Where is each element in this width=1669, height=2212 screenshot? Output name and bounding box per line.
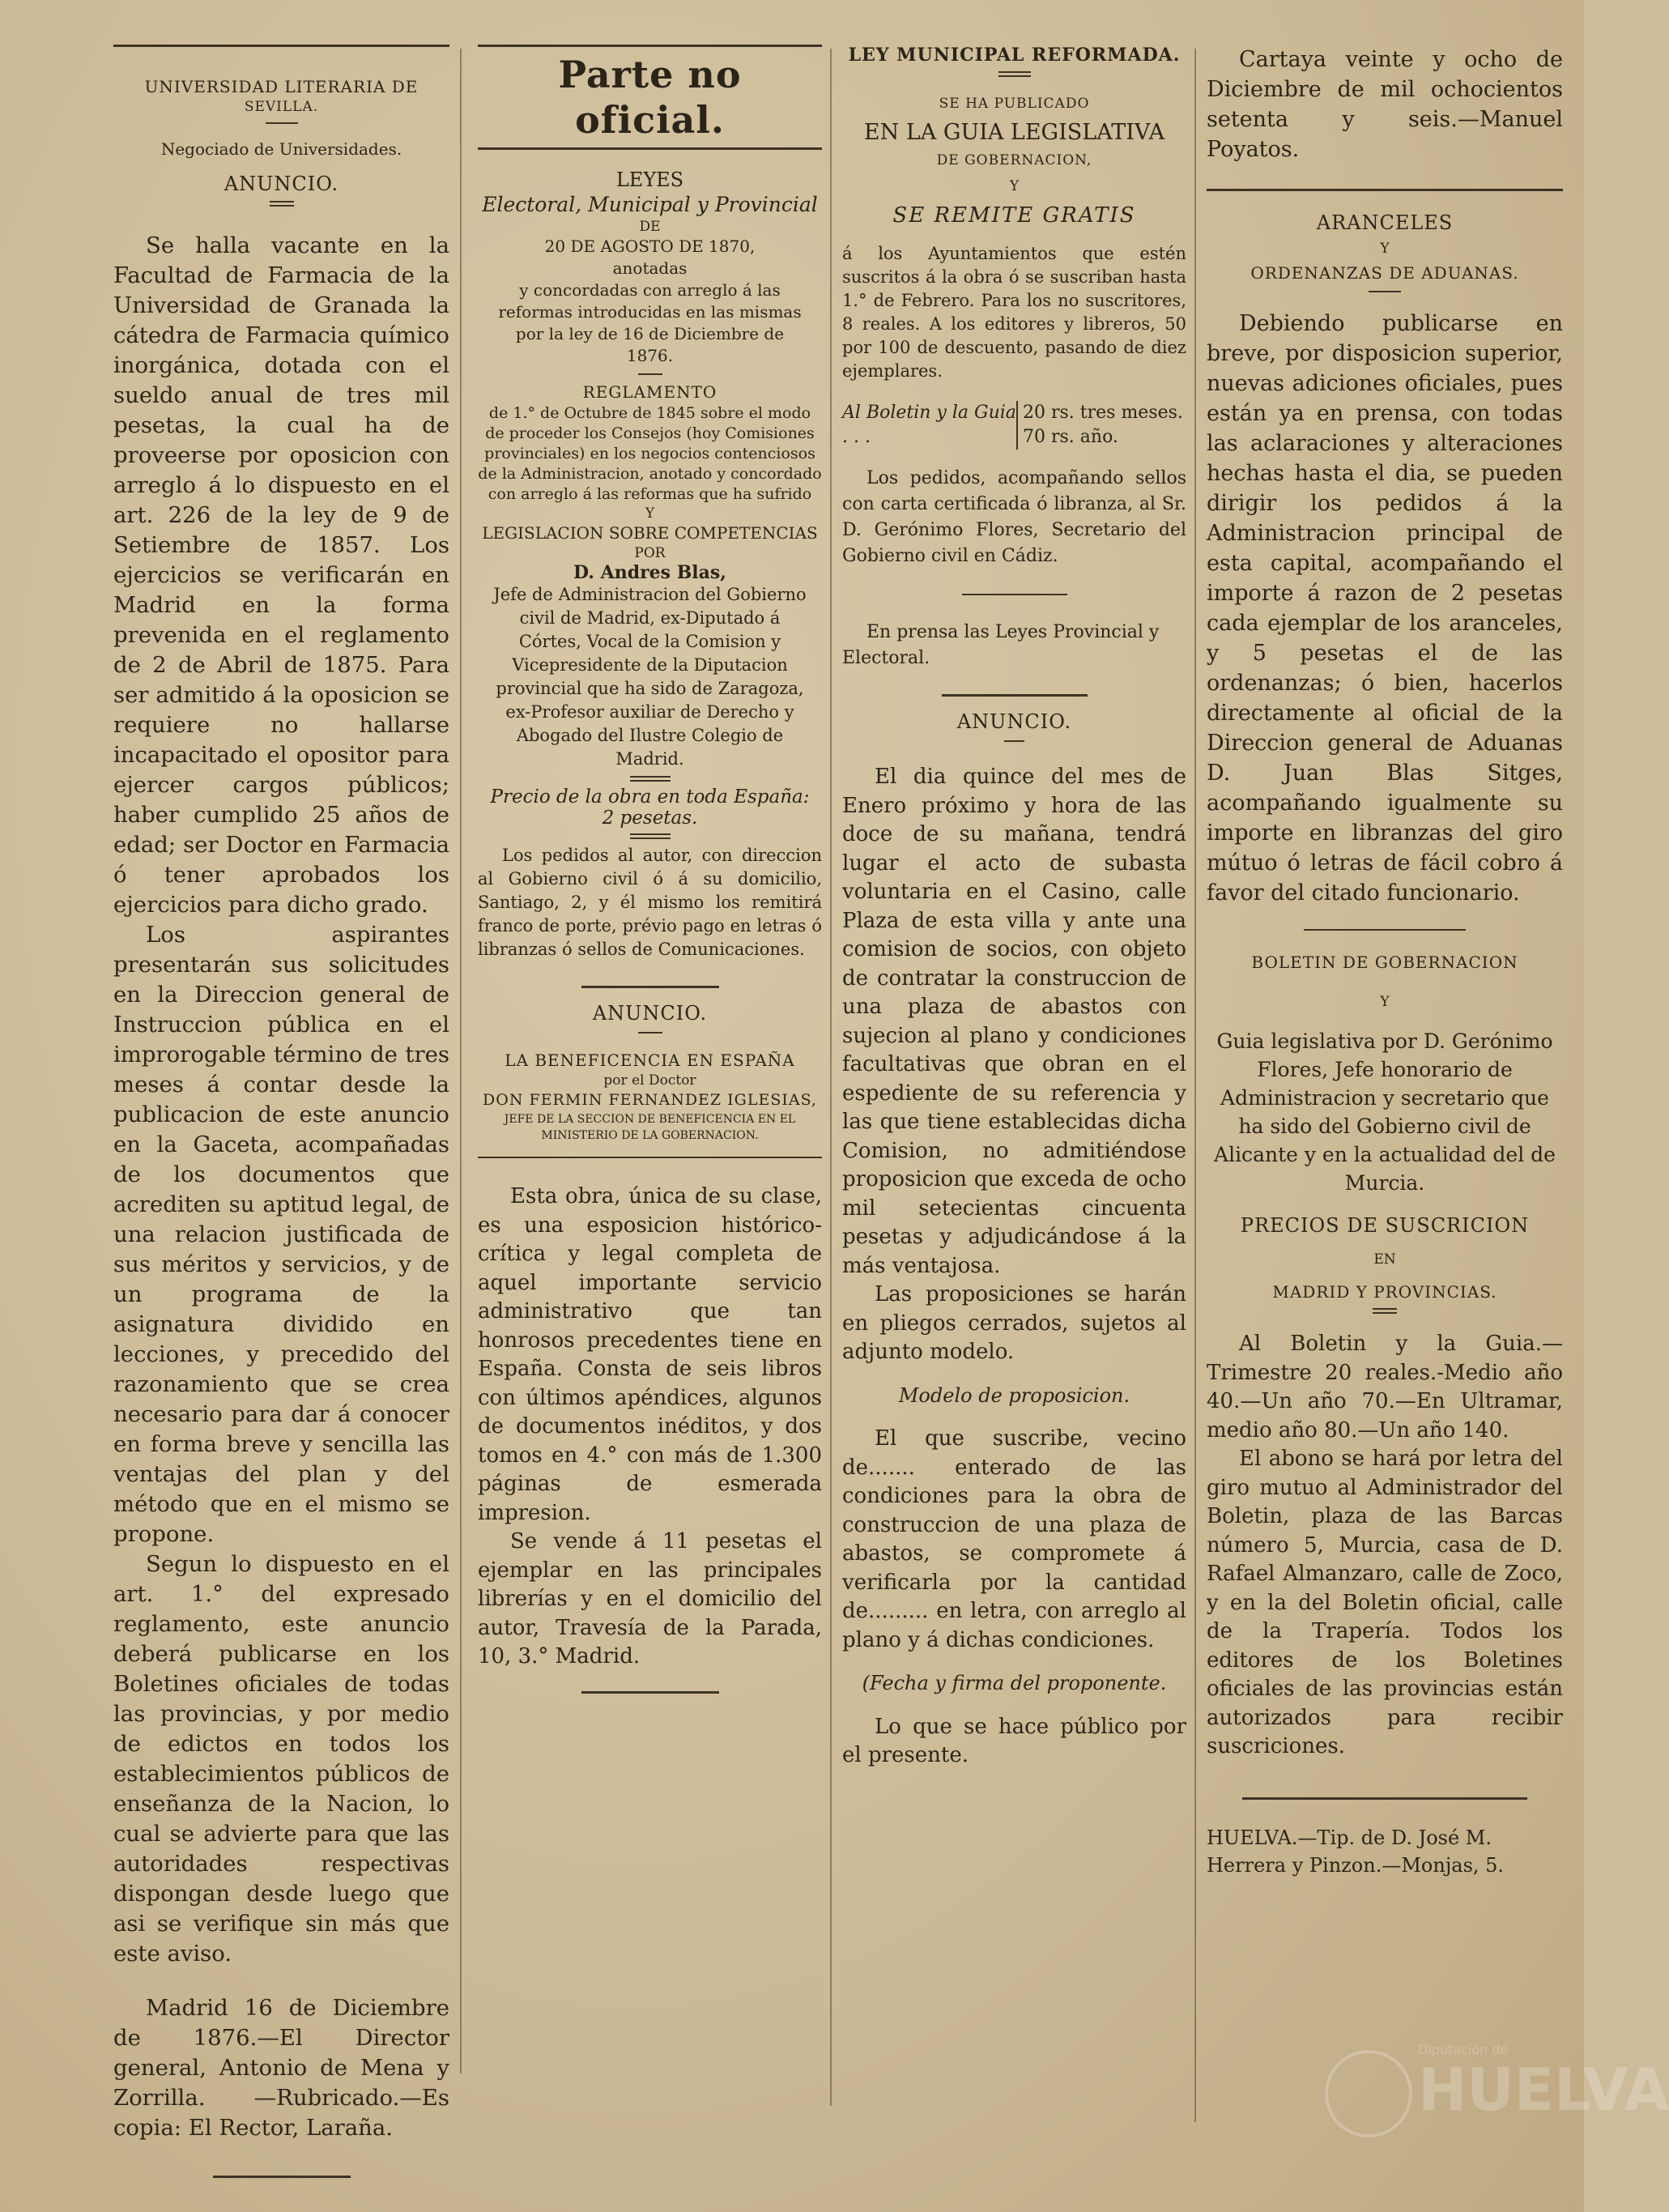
top-rule (113, 45, 449, 47)
de-gobernacion: DE GOBERNACION, (936, 152, 1092, 168)
watermark-small-text: Diputación de (1418, 2042, 1509, 2057)
paragraph-signature: Madrid 16 de Diciembre de 1876.—El Director general, Antonio de Mena y Zorrilla. —Rubricado.—Es copia: El Rector, Laraña. (113, 1995, 449, 2141)
column-4 (1207, 45, 1563, 1879)
column-1 (113, 45, 449, 2197)
anuncio-body (842, 763, 1186, 1771)
printer-imprint: HUELVA.—Tip. de D. José M. Herrera y Pinzon.—Monjas, 5. (1207, 1826, 1505, 1877)
por: POR (634, 545, 666, 561)
price-year: 70 rs. año. (1023, 427, 1118, 447)
archive-watermark (1325, 2042, 1669, 2163)
de: DE (639, 219, 661, 235)
paragraph: Esta obra, única de su clase, es una esposicion histórico-crítica y legal completa de aquel importante servicio administrativo que tan honrosos precedentes tiene en España. Consta de seis libros con últimos apéndices, algunos de documentos inéditos, y dos tomos en 4.° con más de 1.300 páginas de esmerada impresion. (478, 1184, 822, 1525)
se-remite-gratis: SE REMITE GRATIS (892, 203, 1136, 228)
university-city: SEVILLA. (244, 99, 319, 115)
anuncio-title: ANUNCIO. (224, 173, 339, 195)
paragraph: Debiendo publicarse en breve, por disposicion superior, nuevas adiciones oficiales, pues están ya en prensa, con todas las aclaraciones y alteraciones hechas hasta el dia, se pueden dirigir los pedidos á la Administracion principal de esta capital, acompañando el importe á razon de 2 pesetas cada ejemplar de los aranceles, y 5 pesetas el de las ordenanzas; ó bien, hacerlos directamente al oficial de la Direccion general de Aduanas D. Juan Blas Sitges, acompañando igualmente su importe en libranzas del giro mútuo ó letras de fácil cobro á favor del citado funcionario. (1207, 311, 1563, 906)
ordenanzas-title: ORDENANZAS DE ADUANAS. (1250, 263, 1519, 283)
doctor-title: JEFE DE LA SECCION DE BENEFICENCIA EN EL MINISTERIO DE LA GOBERNACION. (504, 1113, 796, 1142)
paragraph: El abono se hará por letra del giro mutuo al Administrador del Boletin, plaza de las Barcas número 5, Murcia, casa de D. Rafael Almanzaro, calle de Zoco, y en la del Boletin oficial, calle de la Trapería. Todos los editores de los Boletines oficiales de las provincias están autorizados para recibir suscriciones. (1207, 1447, 1563, 1758)
pedidos-text: Los pedidos, acompañando sellos con carta certificada ó libranza, al Sr. D. Gerónimo Flores, Secretario del Gobierno civil en Cádiz. (842, 468, 1186, 566)
watermark-big-text: HUELVA (1418, 2056, 1669, 2124)
price-block (842, 401, 1186, 450)
en: EN (1373, 1251, 1396, 1268)
university-header: UNIVERSIDAD LITERARIA DE (144, 77, 419, 96)
reglamento-text: de 1.° de Octubre de 1845 sobre el modo de proceder los Consejos (hoy Comisiones provinciales) en los negocios contenciosos de la Administracion, anotado y concordado con arreglo á las reformas que ha sufrido (478, 404, 822, 503)
paragraph: Segun lo dispuesto en el art. 1.° del expresado reglamento, este anuncio deberá publicarse en los Boletines oficiales de todas las provincias, y por medio de edictos en todos los establecimientos públicos de enseñanza de la Nacion, lo cual se advierte para que las autoridades respectivas dispongan desde luego que asi se verifique sin más que este aviso. (113, 1551, 449, 1967)
anuncio-body (113, 231, 449, 2143)
suscricion-body (1207, 1330, 1563, 1762)
leyes-heading: LEYES (615, 168, 684, 191)
law-date: 20 DE AGOSTO DE 1870, (544, 237, 756, 256)
anuncio-title: ANUNCIO. (592, 1002, 708, 1025)
paragraph: Lo que se hace público por el presente. (842, 1714, 1186, 1767)
paragraph: Los aspirantes presentarán sus solicitudes en la Direccion general de Instruccion pública en el improrogable término de tres meses á contar desde la publicacion de este anuncio en la Gaceta, acompañadas de los documentos que acrediten su aptitud legal, de una relacion justificada de sus méritos y servicios, y de un programa de la asignatura dividido en lecciones, y precedido del razonamiento que se crea necesario para dar á conocer en forma breve y sencilla las ventajas del plan y del método que en el mismo se propone. (113, 922, 449, 1547)
ley-municipal-title: LEY MUNICIPAL REFORMADA. (848, 45, 1181, 66)
paragraph: Se vende á 11 pesetas el ejemplar en las principales librerías y en el domicilio del autor, Travesía de la Parada, 10, 3.° Madrid. (478, 1529, 822, 1669)
reglamento-heading: REGLAMENTO (582, 382, 717, 402)
author-name: D. Andres Blas, (573, 562, 726, 583)
anotadas: anotadas (612, 258, 688, 278)
price-quarter: 20 rs. tres meses. (1023, 403, 1183, 423)
column-divider (460, 49, 462, 2073)
por-doctor: por el Doctor (603, 1072, 696, 1089)
guia-description: Guia legislativa por D. Gerónimo Flores, Jefe honorario de Administracion y secretario que ha sido del Gobierno civil de Alicante y en la actualidad del de Murcia. (1214, 1029, 1556, 1195)
price-value: 2 pesetas. (602, 808, 698, 829)
seal-icon (1325, 2050, 1412, 2137)
negociado: Negociado de Universidades. (160, 139, 402, 159)
en-prensa-text: En prensa las Leyes Provincial y Electoral. (842, 622, 1160, 668)
section-title: Parte no oficial. (478, 45, 822, 150)
paragraph: El que suscribe, vecino de....... enterado de las condiciones para la obra de construccion de una plaza de abastos, se compromete á verificarla por la cantidad de......... en letra, con arreglo al plano y á dichas condiciones. (842, 1426, 1186, 1652)
cartaya-text (1207, 45, 1563, 164)
modelo-heading: Modelo de proposicion. (898, 1383, 1130, 1407)
leyes-subtitle: Electoral, Municipal y Provincial (482, 193, 818, 216)
anuncio-title: ANUNCIO. (956, 710, 1072, 733)
beneficencia-title: LA BENEFICENCIA EN ESPAÑA (505, 1051, 795, 1070)
paragraph: Cartaya veinte y ocho de Diciembre de mil ochocientos setenta y seis.—Manuel Poyatos. (1207, 47, 1563, 162)
legislacion-heading: LEGISLACION SOBRE COMPETENCIAS (482, 523, 818, 543)
column-divider (830, 49, 832, 2106)
price-label: Precio de la obra en toda España: (490, 786, 810, 808)
aranceles-body (1207, 309, 1563, 908)
beneficencia-body (478, 1183, 822, 1672)
y: Y (1380, 241, 1390, 257)
y: Y (1009, 178, 1020, 194)
column-3 (842, 45, 1186, 1771)
suscripcion-text: á los Ayuntamientos que estén suscritos á la obra ó se suscriban hasta 1.° de Febrero. Para los no suscritores, 8 reales. A los editores y libreros, 50 por 100 de descuento, pasando de diez ejemplares. (842, 244, 1186, 381)
y: Y (645, 505, 655, 522)
aranceles-title: ARANCELES (1316, 211, 1454, 234)
concordadas: y concordadas con arreglo á las reformas introducidas en las mismas por la ley de 16 de Diciembre de 1876. (498, 280, 802, 365)
boletin-title: BOLETIN DE GOBERNACION (1251, 953, 1518, 972)
boletin-guia-label: Al Boletin y la Guia . . . (842, 403, 1016, 447)
paragraph: Las proposiciones se harán en pliegos cerrados, sujetos al adjunto modelo. (842, 1282, 1186, 1364)
paragraph: El dia quince del mes de Enero próximo y hora de las doce de su mañana, tendrá lugar el acto de subasta voluntaria en el Casino, calle Plaza de esta villa y ante una comision de socios, con objeto de contratar la construccion de una plaza de abastos con sujecion al plano y condiciones facultativas que obran en el espediente de su referencia y las que tiene establecidas dicha Comision, no admitiéndose proposicion que exceda de ocho mil setecientas cincuenta pesetas y adjudicándose á la más ventajosa. (842, 765, 1186, 1278)
paragraph: Al Boletin y la Guia.—Trimestre 20 reales.-Medio año 40.—Un año 70.—En Ultramar, medio año 80.—Un año 140. (1207, 1332, 1563, 1443)
author-titles: Jefe de Administracion del Gobierno civil de Madrid, ex-Diputado á Córtes, Vocal de la Comision y Vicepresidente de la Diputacion provincial que ha sido de Zaragoza, ex-Profesor auxiliar de Derecho y Abogado del Ilustre Colegio de Madrid. (493, 585, 807, 769)
column-2 (478, 45, 822, 1713)
pedidos-text: Los pedidos al autor, con direccion al Gobierno civil ó á su domicilio, Santiago, 2, y él mismo los remitirá franco de porte, prévio pago en letras ó libranzas ó sellos de Comunicaciones. (478, 846, 822, 959)
madrid-provincias: MADRID Y PROVINCIAS. (1272, 1282, 1497, 1302)
precios-title: PRECIOS DE SUSCRICION (1240, 1214, 1530, 1237)
doctor-name: DON FERMIN FERNANDEZ IGLESIAS, (483, 1091, 817, 1109)
guia-legislativa: EN LA GUIA LEGISLATIVA (863, 120, 1165, 145)
column-divider (1194, 49, 1196, 2122)
firma-line: (Fecha y firma del proponente. (862, 1672, 1167, 1694)
paragraph: Se halla vacante en la Facultad de Farmacia de la Universidad de Granada la cátedra de Farmacia químico inorgánica, dotada con el sueldo anual de tres mil pesetas, la cual ha de proveerse por oposicion con arreglo á lo dispuesto en el art. 226 de la ley de 9 de Setiembre de 1857. Los ejercicios se verificarán en Madrid en la forma prevenida en el reglamento de 2 de Abril de 1875. Para ser admitido á la oposicion se requiere no hallarse incapacitado el opositor para ejercer cargos públicos; haber cumplido 25 años de edad; ser Doctor en Farmacia ó tener aprobados los ejercicios para dicho grado. (113, 232, 449, 918)
price-list (1016, 401, 1183, 450)
y: Y (1380, 994, 1390, 1010)
se-ha-publicado: SE HA PUBLICADO (939, 96, 1090, 112)
